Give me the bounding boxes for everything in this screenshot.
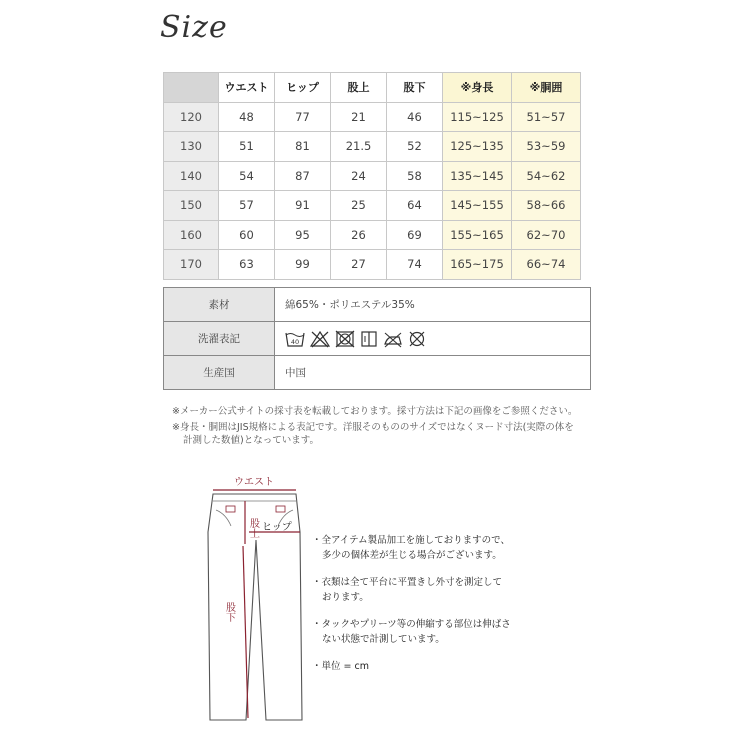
table-cell: 66~74 [512,250,581,280]
size-label: 170 [164,250,219,280]
list-item [312,617,511,647]
table-cell: 58 [387,161,443,191]
no-dry-clean-icon [408,330,426,348]
size-label: 160 [164,220,219,250]
table-cell: 165~175 [443,250,512,280]
no-bleach-icon [310,330,330,348]
wash-40-icon [285,330,305,348]
table-row [164,161,581,191]
inseam-label: 股下 [223,602,235,622]
table-cell: 46 [387,102,443,132]
table-cell: 63 [219,250,275,280]
table-row [164,250,581,280]
table-cell: 51 [219,132,275,162]
table-cell: 26 [331,220,387,250]
list-item [312,575,511,605]
line-dry-icon [360,330,378,348]
table-cell: 64 [387,191,443,221]
table-cell: 27 [331,250,387,280]
table-cell: 115~125 [443,102,512,132]
table-cell: 48 [219,102,275,132]
bullet-2-line1: ・衣類は全て平台に平置きし外寸を測定して [312,577,503,588]
product-info-table [163,287,591,390]
table-cell: 54 [219,161,275,191]
table-cell: 145~155 [443,191,512,221]
care-label: 洗濯表記 [164,322,275,356]
size-table-corner [164,73,219,103]
origin-label: 生産国 [164,356,275,390]
bullet-3-line1: ・タックやプリーツ等の伸縮する部位は伸ばさ [312,619,511,630]
care-icons [285,330,590,348]
table-cell: 60 [219,220,275,250]
bullet-4: ・単位 = cm [312,661,369,672]
table-cell: 135~145 [443,161,512,191]
size-table-header-row [164,73,581,103]
care-icons-cell [275,322,591,356]
bullet-1-line2: 多少の個体差が生じる場合がございます。 [322,550,502,561]
table-cell: 25 [331,191,387,221]
size-table [163,72,581,280]
table-row [164,191,581,221]
note-jis-line1: ※身長・胴囲はJIS規格による表記です。洋服そのもののサイズではなくヌード寸法(実際の体を [172,422,574,433]
page-title: Size [160,10,228,45]
table-cell: 58~66 [512,191,581,221]
hip-label: ヒップ [262,522,292,533]
note-measurement-source: ※メーカー公式サイトの採寸表を転載しております。採寸方法は下記の画像をご参照ください。 [172,406,578,417]
table-cell: 99 [275,250,331,280]
table-cell: 77 [275,102,331,132]
size-label: 120 [164,102,219,132]
table-cell: 87 [275,161,331,191]
table-row [164,220,581,250]
measurement-notes [312,533,511,686]
notes [172,405,577,450]
table-cell: 57 [219,191,275,221]
table-cell: 54~62 [512,161,581,191]
table-cell: 52 [387,132,443,162]
table-cell: 155~165 [443,220,512,250]
table-cell: 21 [331,102,387,132]
pants-measurement-diagram [196,470,306,725]
info-row-origin [164,356,591,390]
table-cell: 53~59 [512,132,581,162]
table-row [164,102,581,132]
size-label: 140 [164,161,219,191]
table-cell: 24 [331,161,387,191]
table-cell: 69 [387,220,443,250]
origin-value: 中国 [275,356,591,390]
no-tumble-dry-icon [335,330,355,348]
header-height: ※身長 [443,73,512,103]
list-item [312,659,511,674]
list-item [312,533,511,563]
header-hip: ヒップ [275,73,331,103]
table-cell: 95 [275,220,331,250]
table-cell: 81 [275,132,331,162]
table-cell: 91 [275,191,331,221]
bullet-3-line2: ない状態で計測しています。 [322,634,445,645]
table-cell: 62~70 [512,220,581,250]
low-iron-icon [383,330,403,348]
rise-label: 股上 [247,518,259,538]
table-cell: 125~135 [443,132,512,162]
size-label: 150 [164,191,219,221]
size-label: 130 [164,132,219,162]
bullet-1-line1: ・全アイテム製品加工を施しておりますので、 [312,535,510,546]
material-value: 綿65%・ポリエステル35% [275,288,591,322]
header-inseam: 股下 [387,73,443,103]
table-row [164,132,581,162]
header-waist: ウエスト [219,73,275,103]
waist-label: ウエスト [234,477,274,488]
table-cell: 74 [387,250,443,280]
bullet-2-line2: おります。 [322,592,369,603]
table-cell: 51~57 [512,102,581,132]
wash-temp-text: 40 [290,337,300,346]
header-girth: ※胴囲 [512,73,581,103]
material-label: 素材 [164,288,275,322]
info-row-material [164,288,591,322]
table-cell: 21.5 [331,132,387,162]
header-rise: 股上 [331,73,387,103]
note-jis-line2: 計測した数値)となっています。 [183,435,319,446]
info-row-care [164,322,591,356]
